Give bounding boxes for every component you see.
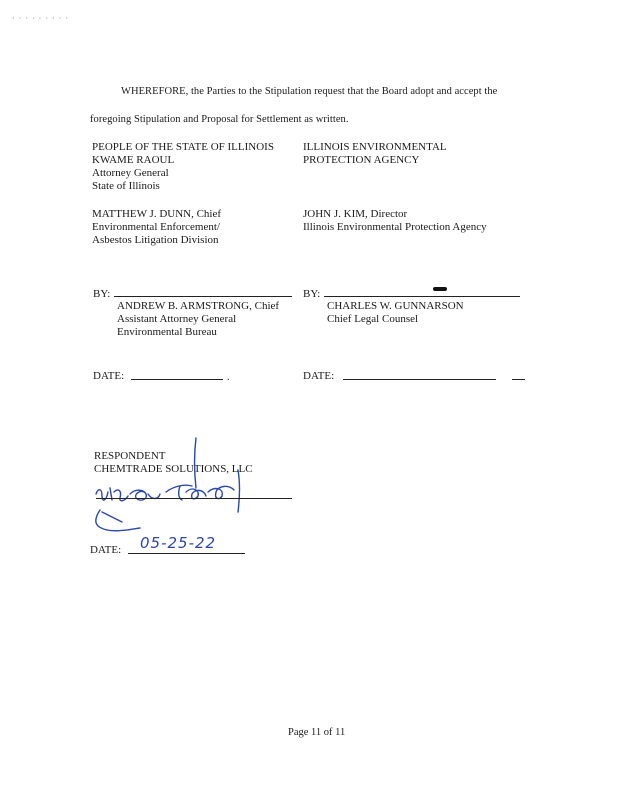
left-party-line-1: PEOPLE OF THE STATE OF ILLINOIS xyxy=(92,141,274,153)
right-date-line-extra xyxy=(512,379,525,380)
respondent-date-line xyxy=(128,553,245,554)
respondent-date-value: 05-25-22 xyxy=(140,534,217,552)
wherefore-line-1: WHEREFORE, the Parties to the Stipulation request that the Board adopt and accept the xyxy=(121,86,498,97)
right-director-line-2: Illinois Environmental Protection Agency xyxy=(303,221,487,233)
right-signer-block xyxy=(327,300,464,326)
right-date-line xyxy=(343,379,496,380)
right-by-label: BY: xyxy=(303,288,321,300)
right-signature-ink-mark xyxy=(433,287,447,291)
left-chief-line-2: Environmental Enforcement/ xyxy=(92,221,220,233)
right-signer-name: CHARLES W. GUNNARSON xyxy=(327,300,464,312)
left-date-dot: . xyxy=(227,372,230,383)
left-chief-line-3: Asbestos Litigation Division xyxy=(92,234,219,246)
left-signer-block xyxy=(117,300,279,339)
respondent-line-1: RESPONDENT xyxy=(94,450,166,462)
respondent-line-2: CHEMTRADE SOLUTIONS, LLC xyxy=(94,463,253,475)
right-signer-title-1: Chief Legal Counsel xyxy=(327,313,419,325)
left-signer-title-2: Environmental Bureau xyxy=(117,326,217,338)
respondent-signature-line xyxy=(96,498,292,499)
right-party-line-1: ILLINOIS ENVIRONMENTAL xyxy=(303,141,447,153)
right-party-line-2: PROTECTION AGENCY xyxy=(303,154,420,166)
right-by-signature-line xyxy=(324,296,520,297)
page-number: Page 11 of 11 xyxy=(288,727,346,738)
left-signer-name: ANDREW B. ARMSTRONG, Chief xyxy=(117,300,280,312)
left-date-label: DATE: xyxy=(93,370,125,382)
left-chief-block xyxy=(92,208,221,247)
left-date-line xyxy=(131,379,223,380)
left-party-line-2: KWAME RAOUL xyxy=(92,154,175,166)
right-date-label: DATE: xyxy=(303,370,335,382)
left-by-signature-line xyxy=(114,296,292,297)
respondent-signature-scribble xyxy=(88,430,258,540)
left-party-line-4: State of Illinois xyxy=(92,180,160,192)
wherefore-line-2: foregoing Stipulation and Proposal for Settlement as written. xyxy=(90,114,349,125)
respondent-date-label: DATE: xyxy=(90,544,122,556)
left-party-line-3: Attorney General xyxy=(92,167,169,179)
corner-scan-marks: · · · · · · · · · xyxy=(12,14,69,23)
left-signer-title-1: Assistant Attorney General xyxy=(117,313,237,325)
left-by-label: BY: xyxy=(93,288,111,300)
right-party-block xyxy=(303,141,447,167)
left-chief-line-1: MATTHEW J. DUNN, Chief xyxy=(92,208,222,220)
right-director-block xyxy=(303,208,487,234)
right-director-line-1: JOHN J. KIM, Director xyxy=(303,208,408,220)
left-party-block xyxy=(92,141,274,193)
